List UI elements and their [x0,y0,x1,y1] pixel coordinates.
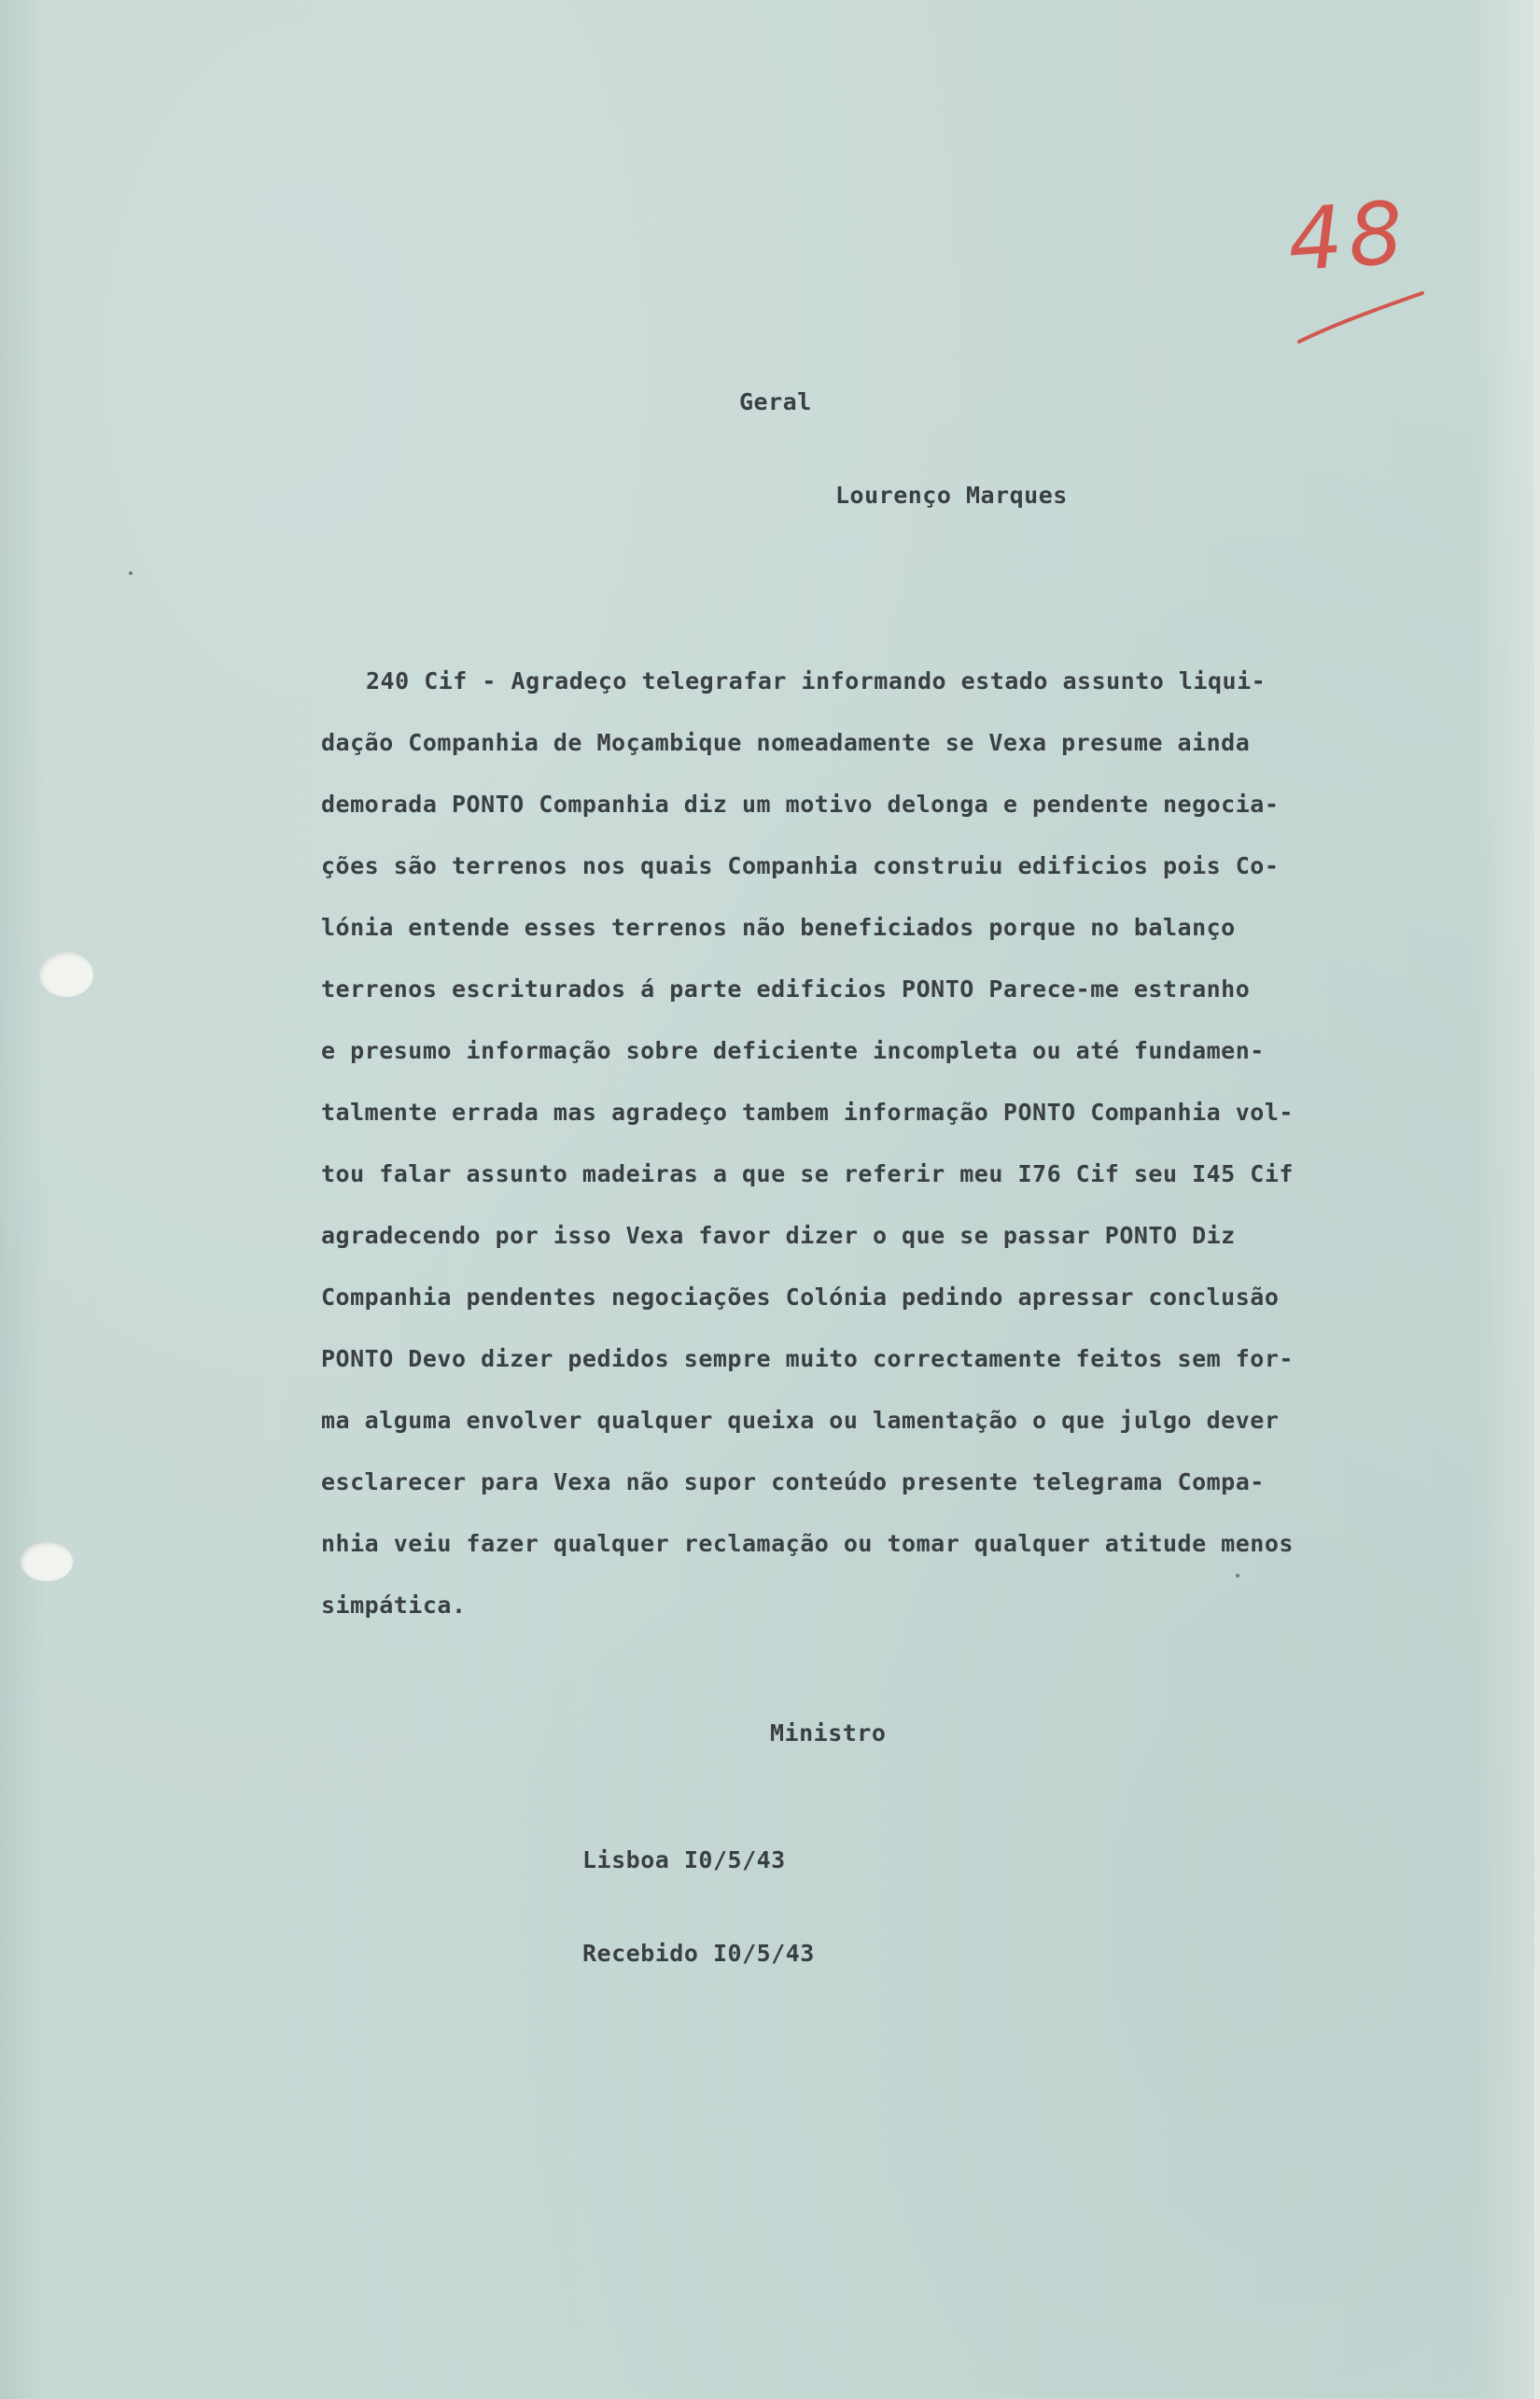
body-line: ma alguma envolver qualquer queixa ou lamentação o que julgo dever [321,1407,1280,1434]
dateline: Lisboa I0/5/43 [582,1846,786,1873]
body-line: 240 Cif - Agradeço telegrafar informando estado assunto liqui- [366,667,1267,694]
body-line: PONTO Devo dizer pedidos sempre muito correctamente feitos sem for- [321,1345,1294,1372]
destination-header: Lourenço Marques [835,482,1068,509]
folio-number: 48 [1284,182,1412,291]
body-line: ções são terrenos nos quais Companhia construiu edificios pois Co- [321,852,1280,879]
body-line: e presumo informação sobre deficiente incompleta ou até fundamen- [321,1037,1265,1064]
body-line: dação Companhia de Moçambique nomeadamente se Vexa presume ainda [321,729,1251,756]
body-line: nhia veiu fazer qualquer reclamação ou tomar qualquer atitude menos [321,1530,1294,1557]
classification-header: Geral [739,388,812,415]
body-line: tou falar assunto madeiras a que se referir meu I76 Cif seu I45 Cif [321,1160,1294,1187]
body-line: simpática. [321,1592,467,1619]
body-line: Companhia pendentes negociações Colónia pedindo apressar conclusão [321,1284,1280,1311]
body-line: esclarecer para Vexa não supor conteúdo presente telegrama Compa- [321,1468,1265,1495]
body-line: terrenos escriturados á parte edificios PONTO Parece-me estranho [321,975,1251,1003]
received-stamp: Recebido I0/5/43 [582,1940,815,1967]
punch-hole [21,1542,73,1581]
body-line: lónia entende esses terrenos não beneficiados porque no balanço [321,914,1236,941]
signature: Ministro [770,1719,887,1747]
folio-underline [1295,288,1426,344]
body-line: demorada PONTO Companhia diz um motivo delonga e pendente negocia- [321,791,1280,818]
body-line: agradecendo por isso Vexa favor dizer o que se passar PONTO Diz [321,1222,1236,1249]
body-line: talmente errada mas agradeço tambem informação PONTO Companhia vol- [321,1099,1294,1126]
punch-hole [39,952,93,997]
paper-speck [129,571,133,575]
telegram-body [321,663,1366,1648]
folio-mark [1284,182,1428,345]
